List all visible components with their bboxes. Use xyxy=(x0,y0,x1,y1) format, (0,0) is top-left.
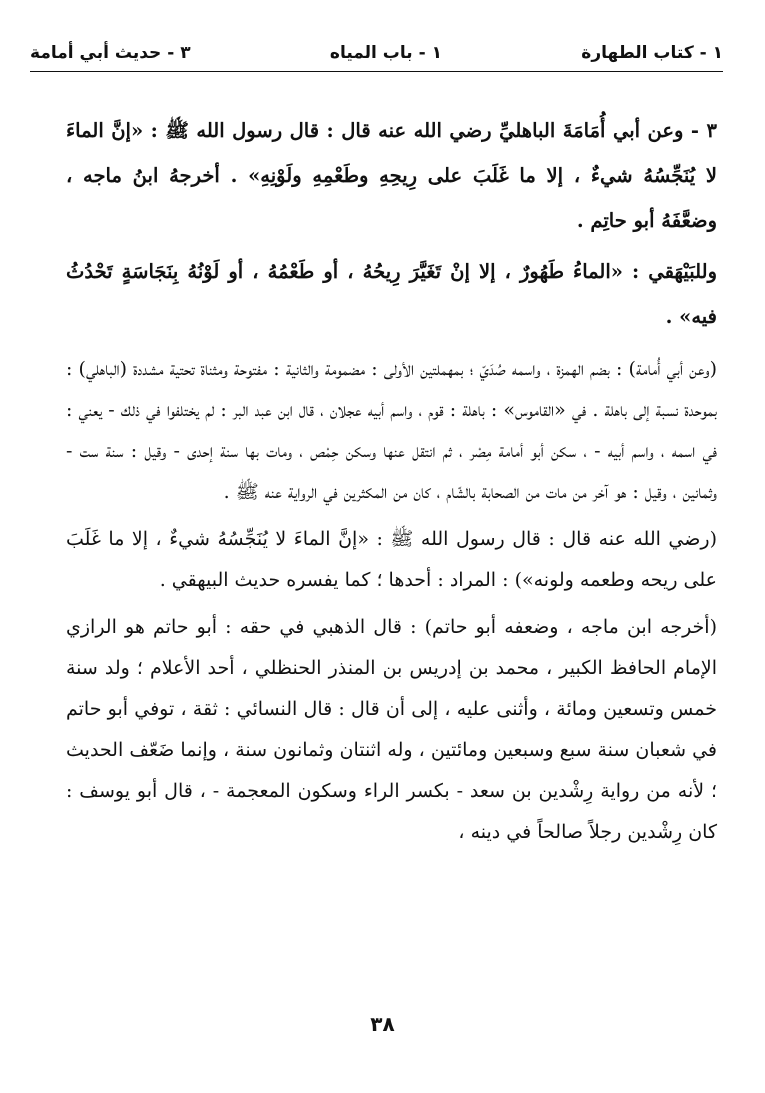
running-header xyxy=(30,36,723,70)
header-chapter-title: ١ - باب المياه xyxy=(329,43,442,63)
header-book-title: ١ - كتاب الطهارة xyxy=(581,43,723,63)
hadith-text: ٣ - وعن أبي أُمَامَةَ الباهليِّ رضي الله عنه قال : قال رسول الله ﷺ : «إنَّ الماءَ لا يُنَجِّسُهُ شيءٌ ، إلا ما غَلَبَ على رِيحِهِ وطَعْمِهِ ولَوْنِهِ» . أخرجهُ ابنُ ماجه ، وضعَّفَهُ أبو حاتِم . xyxy=(66,119,717,232)
page-body xyxy=(66,108,717,853)
header-hadith-title: ٣ - حديث أبي أمامة xyxy=(30,43,191,63)
commentary-narrator: (وعن أبي أُمامة) : بضم الهمزة ، واسمه صُدَيّ ؛ بمهملتين الأولى : مضمومة والثانية : مفتوحة ومثناة تحتية مشددة (الباهلي) : بموحدة نسبة إلى باهلة . في «القاموس» : باهلة : قوم ، واسم أبيه عجلان ، قال ابن عبد البر : لم يختلفوا في ذلك - يعني : في اسمه ، واسم أبيه - ، سكن أبو أمامة مِصْر ، ثم انتقل عنها وسكن حِمْص ، ومات بها سنة إحدى - وقيل : سنة ست - وثمانين ، وقيل : هو آخر من مات من الصحابة بالشّام ، كان من المكثرين في الرواية عنه ﷺ . xyxy=(66,358,717,503)
page-number: ٣٨ xyxy=(370,1012,395,1036)
commentary-takhrij: (أخرجه ابن ماجه ، وضعفه أبو حاتم) : قال الذهبي في حقه : أبو حاتم هو الرازي الإمام الحافظ الكبير ، محمد بن إدريس بن المنذر الحنظلي ، أحد الأعلام ؛ ولد سنة خمس وتسعين ومائة ، وأثنى عليه ، إلى أن قال : قال النسائي : ثقة ، توفي أبو حاتم في شعبان سنة سبع وسبعين ومائتين ، وله اثنتان وثمانون سنة ، وإنما ضَعّف الحديث ؛ لأنه من رواية رِشْدين بن سعد - بكسر الراء وسكون المعجمة - ، قال أبو يوسف : كان رِشْدين رجلاً صالحاً في دينه ، xyxy=(66,616,717,843)
hadith-bayhaqi-version: وللبَيْهَقي : «الماءُ طَهُورٌ ، إلا إنْ تَغَيَّرَ رِيحُهُ ، أو طَعْمُهُ ، أو لَوْنُهُ بِنَجَاسَةٍ تَحْدُثُ فيه» . xyxy=(66,260,717,328)
header-divider xyxy=(30,71,723,72)
commentary-matn: (رضي الله عنه قال : قال رسول الله ﷺ : «إنَّ الماءَ لا يُنَجِّسُهُ شيءٌ ، إلا ما غَلَبَ على ريحه وطعمه ولونه») : المراد : أحدها ؛ كما يفسره حديث البيهقي . xyxy=(66,528,717,591)
